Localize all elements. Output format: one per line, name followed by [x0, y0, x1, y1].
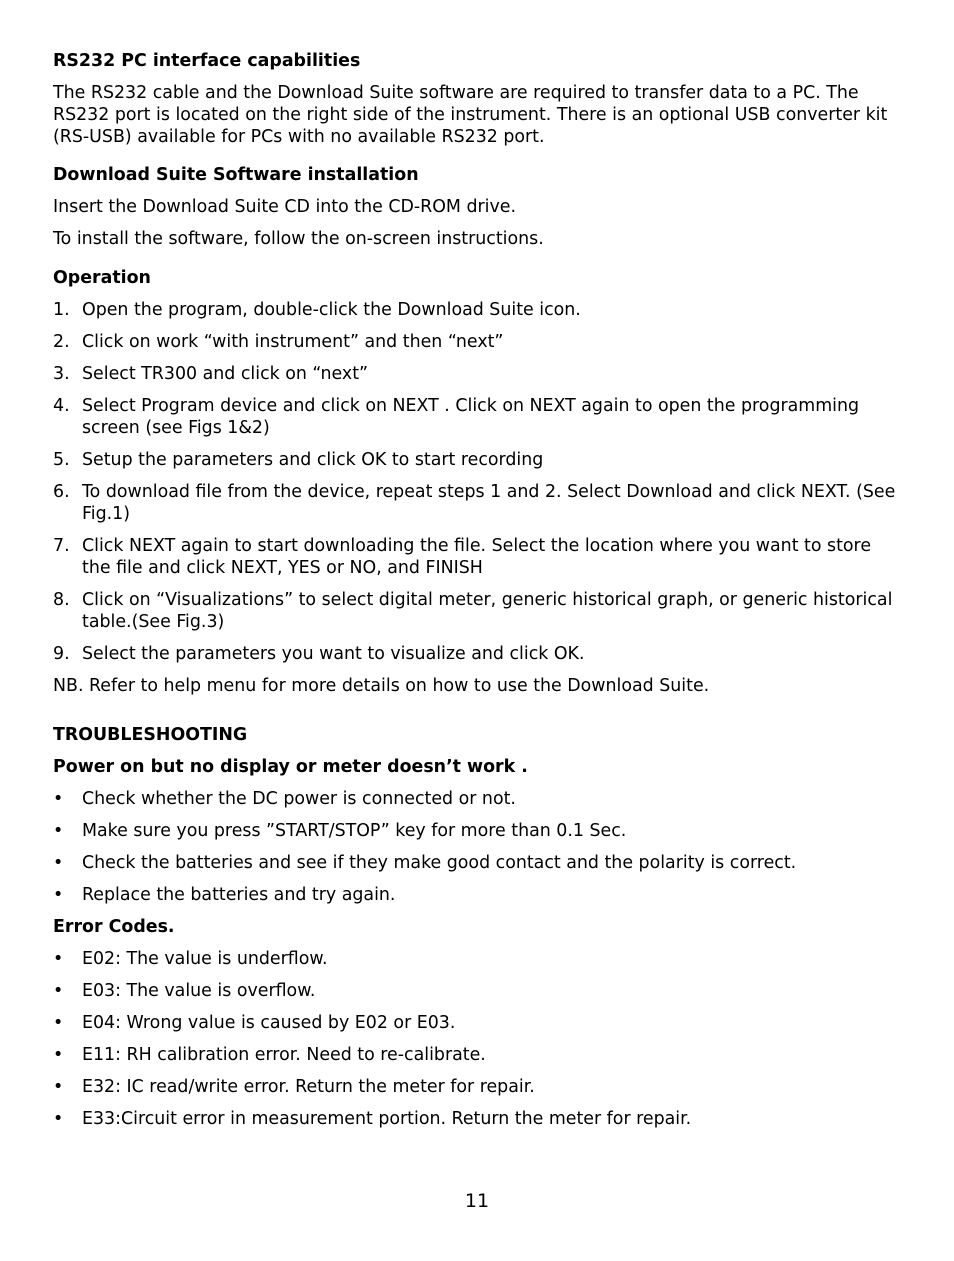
step-text: Setup the parameters and click OK to start recording: [82, 450, 544, 470]
rs232-heading: RS232 PC interface capabilities: [53, 51, 361, 71]
page-number: 11: [464, 1190, 490, 1212]
checklist-text: Check the batteries and see if they make good contact and the polarity is correct.: [82, 853, 797, 873]
step-text: To download file from the device, repeat steps 1 and 2. Select Download and click NEXT. (See Fig.1): [82, 482, 896, 524]
error-codes-list: [53, 948, 905, 1130]
install-heading: Download Suite Software installation: [53, 165, 419, 185]
bullet-marker: •: [53, 789, 64, 809]
manual-page: [53, 50, 905, 1140]
step-number: 1.: [53, 300, 70, 320]
step-number: 4.: [53, 396, 70, 416]
error-code-text: E33:Circuit error in measurement portion. Return the meter for repair.: [82, 1109, 692, 1129]
bullet-marker: •: [53, 1109, 64, 1129]
list-item: [53, 1108, 905, 1130]
step-number: 8.: [53, 590, 70, 610]
step-number: 3.: [53, 364, 70, 384]
step-number: 2.: [53, 332, 70, 352]
bullet-marker: •: [53, 885, 64, 905]
troubleshooting-heading: TROUBLESHOOTING: [53, 725, 248, 745]
error-code-text: E02: The value is underflow.: [82, 949, 328, 969]
operation-steps-list: [53, 299, 905, 665]
error-codes-heading: Error Codes.: [53, 917, 175, 937]
step-number: 5.: [53, 450, 70, 470]
checklist-text: Check whether the DC power is connected or not.: [82, 789, 516, 809]
step-text: Click on “Visualizations” to select digital meter, generic historical graph, or generic historical table.(See Fig.3): [82, 590, 893, 632]
list-item: [53, 1012, 905, 1034]
bullet-marker: •: [53, 1077, 64, 1097]
checklist-text: Replace the batteries and try again.: [82, 885, 396, 905]
step-text: Select Program device and click on NEXT . Click on NEXT again to open the programming screen (see Figs 1&2): [82, 396, 860, 438]
checklist-text: Make sure you press ”START/STOP” key for more than 0.1 Sec.: [82, 821, 627, 841]
error-code-text: E04: Wrong value is caused by E02 or E03.: [82, 1013, 456, 1033]
error-code-text: E32: IC read/write error. Return the meter for repair.: [82, 1077, 535, 1097]
power-issue-heading: Power on but no display or meter doesn’t work .: [53, 757, 528, 777]
list-item: [53, 299, 905, 321]
list-item: [53, 449, 905, 471]
list-item: [53, 481, 905, 525]
bullet-marker: •: [53, 949, 64, 969]
list-item: [53, 884, 905, 906]
step-text: Select the parameters you want to visualize and click OK.: [82, 644, 585, 664]
list-item: [53, 1044, 905, 1066]
list-item: [53, 1076, 905, 1098]
install-paragraph-1: Insert the Download Suite CD into the CD-ROM drive.: [53, 197, 517, 217]
install-paragraph-2: To install the software, follow the on-screen instructions.: [53, 229, 544, 249]
step-text: Open the program, double-click the Download Suite icon.: [82, 300, 581, 320]
step-text: Click NEXT again to start downloading the file. Select the location where you want to store the file and click NEXT, YES or NO, and FINISH: [82, 536, 872, 578]
list-item: [53, 948, 905, 970]
list-item: [53, 643, 905, 665]
rs232-paragraph: The RS232 cable and the Download Suite software are required to transfer data to a PC. The RS232 port is located on the right side of the instrument. There is an optional USB converter kit (RS-USB) available for PCs with no available RS232 port.: [53, 83, 888, 147]
list-item: [53, 331, 905, 353]
error-code-text: E03: The value is overflow.: [82, 981, 316, 1001]
list-item: [53, 589, 905, 633]
operation-note: NB. Refer to help menu for more details on how to use the Download Suite.: [53, 676, 710, 696]
power-checklist: [53, 788, 905, 906]
bullet-marker: •: [53, 1013, 64, 1033]
bullet-marker: •: [53, 853, 64, 873]
step-number: 6.: [53, 482, 70, 502]
bullet-marker: •: [53, 1045, 64, 1065]
list-item: [53, 852, 905, 874]
list-item: [53, 535, 905, 579]
list-item: [53, 395, 905, 439]
step-number: 7.: [53, 536, 70, 556]
list-item: [53, 788, 905, 810]
list-item: [53, 363, 905, 385]
step-text: Click on work “with instrument” and then “next”: [82, 332, 504, 352]
list-item: [53, 980, 905, 1002]
bullet-marker: •: [53, 981, 64, 1001]
step-text: Select TR300 and click on “next”: [82, 364, 369, 384]
error-code-text: E11: RH calibration error. Need to re-calibrate.: [82, 1045, 486, 1065]
list-item: [53, 820, 905, 842]
operation-heading: Operation: [53, 268, 151, 288]
bullet-marker: •: [53, 821, 64, 841]
step-number: 9.: [53, 644, 70, 664]
